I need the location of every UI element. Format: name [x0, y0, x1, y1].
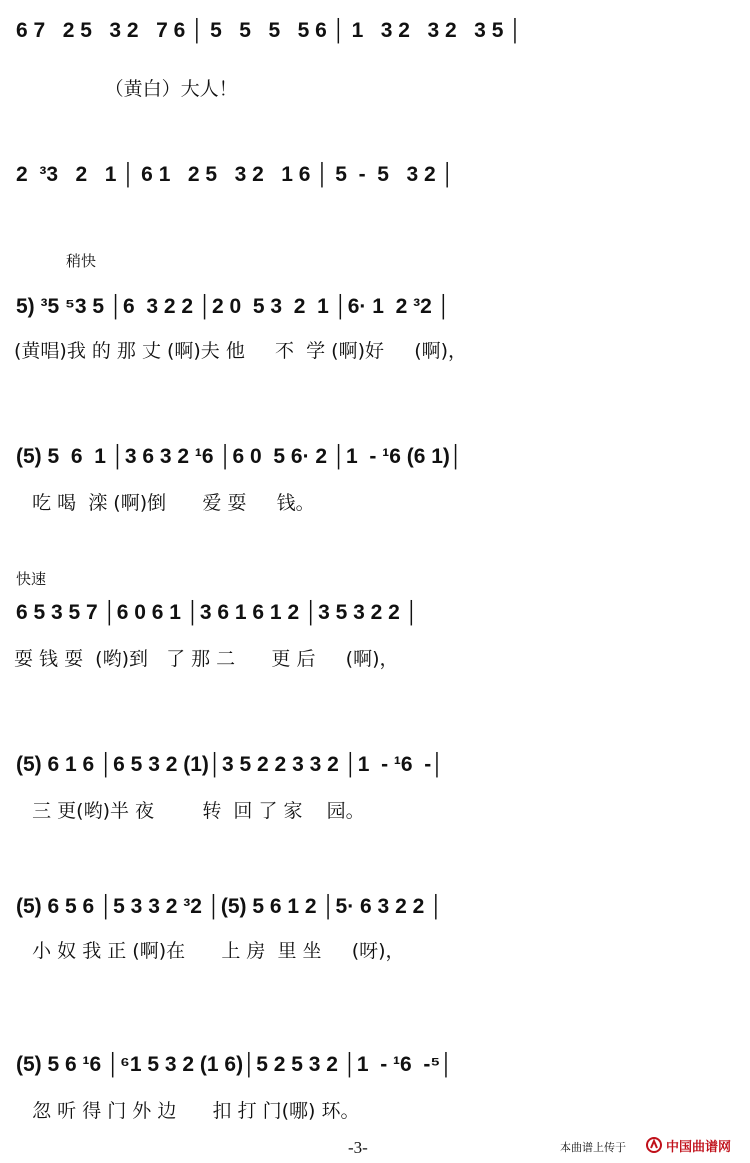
lyrics-row: (黄唱)我 的 那 丈 (啊)夫 他 不 学 (啊)好 (啊)， [14, 340, 468, 362]
lyrics-row: 小 奴 我 正 (啊)在 上 房 里 坐 (呀)， [14, 940, 405, 962]
notation-row: 6 5 3 5 7 │6 0 6 1 │3 6 1 6 1 2 │3 5 3 2 2 │ [16, 601, 419, 624]
site-name: 中国曲谱网 [666, 1140, 732, 1155]
score-line [0, 158, 750, 218]
lyrics-row: 耍 钱 耍 (哟)到 了 那 二 更 后 (啊)， [14, 648, 399, 670]
score-line [0, 1048, 750, 1128]
notation-row: 6 7 2 5 3 2 7 6 │ 5 5 5 5 6 │ 1 3 2 3 2 3 5 │ [16, 19, 523, 42]
lyrics-row: 吃 喝 滦 (啊)倒 爱 耍 钱。 [14, 492, 315, 514]
notation-row: (5) 5 6 ¹6 │⁶1 5 3 2 (1 6)│5 2 5 3 2 │1 - ¹6 -⁵│ [16, 1053, 454, 1076]
score-line [0, 748, 750, 838]
notation-row: (5) 5 6 1 │3 6 3 2 ¹6 │6 0 5 6· 2 │1 - ¹6 (6 1)│ [16, 445, 464, 468]
score-line [0, 14, 750, 100]
lyrics-row: （黄白）大人！ [14, 78, 238, 100]
tempo-marking: 稍快 [66, 252, 97, 270]
site-logo-icon [646, 1137, 662, 1153]
page-number: -3- [348, 1138, 368, 1157]
lyrics-row: 忽 听 得 门 外 边 扣 打 门(哪) 环。 [14, 1100, 360, 1122]
lyrics-row: 三 更(哟)半 夜 转 回 了 家 园。 [14, 800, 365, 822]
score-line [0, 568, 750, 678]
notation-row: (5) 6 1 6 │6 5 3 2 (1)│3 5 2 2 3 3 2 │1 - ¹6 -│ [16, 753, 445, 776]
score-line [0, 890, 750, 980]
notation-row: 2 ³3 2 1 │ 6 1 2 5 3 2 1 6 │ 5 - 5 3 2 │ [16, 163, 455, 186]
score-line [0, 440, 750, 530]
notation-row: (5) 6 5 6 │5 3 3 2 ³2 │(5) 5 6 1 2 │5· 6 3 2 2 │ [16, 895, 444, 918]
upload-credit: 本曲谱上传于 [560, 1141, 626, 1154]
score-line [0, 250, 750, 370]
notation-row: 5) ³5 ⁵3 5 │6 3 2 2 │2 0 5 3 2 1 │6· 1 2 ³2 │ [16, 295, 451, 318]
tempo-marking: 快速 [16, 570, 47, 588]
